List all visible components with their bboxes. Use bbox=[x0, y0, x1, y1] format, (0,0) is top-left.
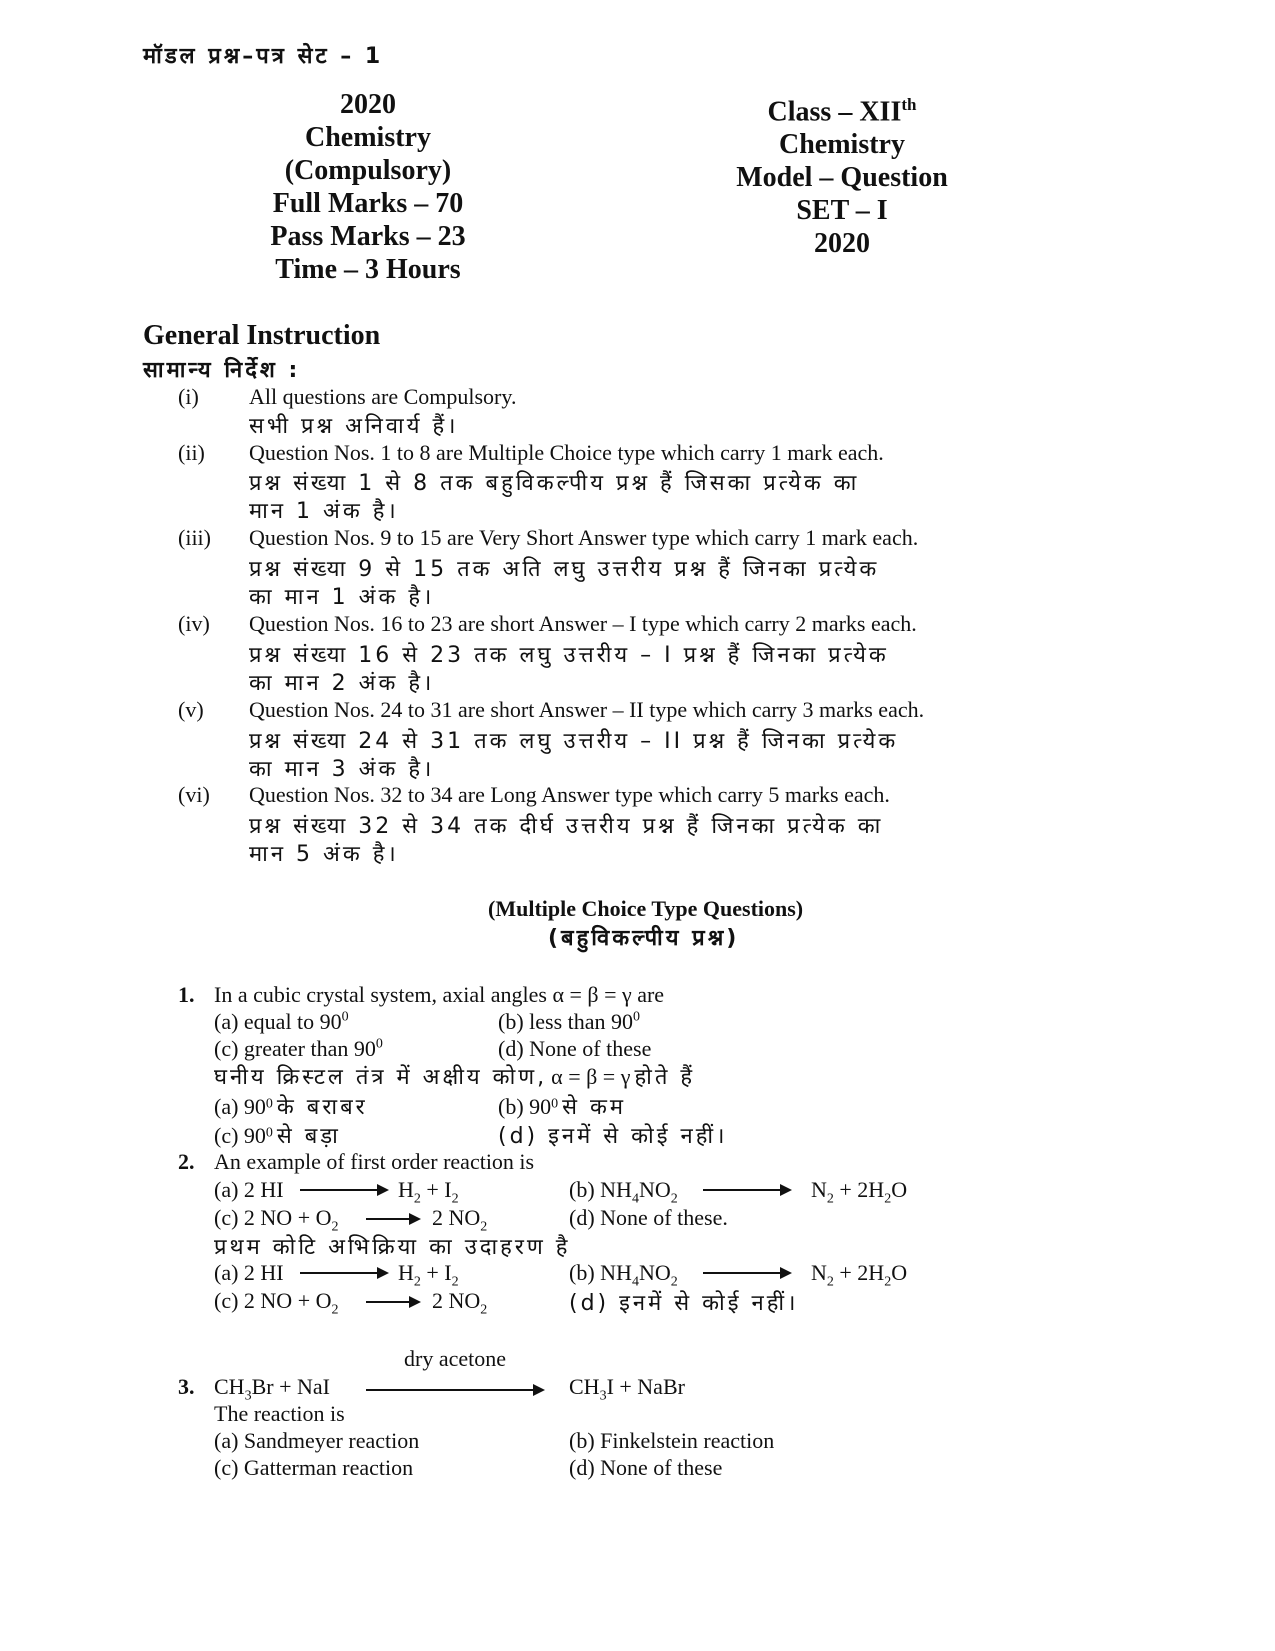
option-b: (b) less than $90^0$ bbox=[498, 1009, 641, 1034]
instruction-hi: का मान 2 अंक है। bbox=[249, 671, 435, 696]
header-year: 2020 bbox=[340, 89, 396, 120]
question-number: 2. bbox=[178, 1149, 195, 1174]
reaction-arrow bbox=[703, 1189, 789, 1191]
instruction-hi: का मान 3 अंक है। bbox=[249, 757, 435, 782]
instruction-en: All questions are Compulsory. bbox=[249, 384, 517, 409]
reaction-lhs: $CH_3Br$ + NaI bbox=[214, 1374, 330, 1404]
header-subject-right: Chemistry bbox=[779, 129, 905, 161]
option-c-hindi: (c) $90^0$ से बड़ा bbox=[214, 1123, 341, 1149]
option-d: (d) None of these. bbox=[569, 1205, 728, 1230]
instruction-num: (v) bbox=[178, 697, 204, 722]
option-d: (d) None of these bbox=[498, 1036, 652, 1061]
question-text: In a cubic crystal system, axial angles α = β = γ are bbox=[214, 982, 665, 1007]
option-a-lhs-hindi: (a) 2 HI bbox=[214, 1260, 284, 1285]
instruction-num: (iii) bbox=[178, 525, 211, 550]
option-a-rhs-hindi: $H_2 + I_2$ bbox=[398, 1260, 459, 1290]
option-c-rhs: 2 $NO_2$ bbox=[432, 1205, 488, 1235]
option-d-hindi: (d) इनमें से कोई नहीं। bbox=[498, 1124, 728, 1149]
reaction-condition: dry acetone bbox=[404, 1346, 506, 1371]
instruction-hi: प्रश्न संख्या 1 से 8 तक बहुविकल्पीय प्रश्न हैं जिसका प्रत्येक का bbox=[249, 471, 860, 496]
instruction-title: General Instruction bbox=[143, 320, 381, 351]
instruction-num: (i) bbox=[178, 384, 199, 409]
option-b: (b) Finkelstein reaction bbox=[569, 1428, 775, 1453]
option-a-lhs: (a) 2 HI bbox=[214, 1177, 284, 1202]
instruction-en: Question Nos. 1 to 8 are Multiple Choice type which carry 1 mark each. bbox=[249, 440, 884, 465]
section-title: (Multiple Choice Type Questions) bbox=[488, 896, 804, 921]
option-c: (c) greater than $90^0$ bbox=[214, 1036, 383, 1061]
option-a: (a) Sandmeyer reaction bbox=[214, 1428, 420, 1453]
option-b-rhs: $N_2 + 2H_2O$ bbox=[811, 1177, 908, 1207]
instruction-hi: मान 5 अंक है। bbox=[249, 842, 399, 867]
question-text: An example of first order reaction is bbox=[214, 1149, 535, 1174]
instruction-hi: का मान 1 अंक है। bbox=[249, 585, 435, 610]
option-a: (a) equal to $90^0$ bbox=[214, 1009, 349, 1034]
option-b-hindi: (b) $90^0$ से कम bbox=[498, 1094, 627, 1120]
instruction-en: Question Nos. 32 to 34 are Long Answer type which carry 5 marks each. bbox=[249, 782, 890, 807]
header-pass-marks: Pass Marks – 23 bbox=[270, 221, 466, 252]
reaction-arrow bbox=[300, 1189, 386, 1191]
header-full-marks: Full Marks – 70 bbox=[272, 188, 464, 219]
option-c: (c) Gatterman reaction bbox=[214, 1455, 414, 1480]
header-class: Class – XIIth bbox=[767, 95, 917, 128]
question-text-hindi: घनीय क्रिस्टल तंत्र में अक्षीय कोण, α = β = γ होते हैं bbox=[214, 1064, 696, 1090]
instruction-hi: मान 1 अंक है। bbox=[249, 499, 399, 524]
instruction-hi: प्रश्न संख्या 24 से 31 तक लघु उत्तरीय – II प्रश्न हैं जिनका प्रत्येक bbox=[249, 729, 899, 754]
instruction-hi: प्रश्न संख्या 32 से 34 तक दीर्घ उत्तरीय प्रश्न हैं जिनका प्रत्येक का bbox=[249, 814, 884, 839]
option-c-lhs: (c) 2 NO + $O_2$ bbox=[214, 1205, 339, 1235]
question-number: 1. bbox=[178, 982, 195, 1007]
top-label: मॉडल प्रश्न–पत्र सेट – 1 bbox=[143, 44, 384, 69]
instruction-title-hindi: सामान्य निर्देश : bbox=[143, 358, 301, 383]
instruction-num: (vi) bbox=[178, 782, 210, 807]
option-c-rhs-hindi: 2 $NO_2$ bbox=[432, 1288, 488, 1318]
option-b-rhs-hindi: $N_2 + 2H_2O$ bbox=[811, 1260, 908, 1290]
reaction-arrow bbox=[366, 1301, 418, 1303]
left-header bbox=[158, 88, 578, 286]
question-text: The reaction is bbox=[214, 1401, 345, 1426]
instruction-en: Question Nos. 16 to 23 are short Answer – I type which carry 2 marks each. bbox=[249, 611, 917, 636]
header-compulsory: (Compulsory) bbox=[284, 155, 452, 186]
header-model-question: Model – Question bbox=[736, 162, 948, 194]
option-d: (d) None of these bbox=[569, 1455, 723, 1480]
reaction-arrow bbox=[366, 1218, 418, 1220]
header-set: SET – I bbox=[796, 195, 888, 227]
option-c-lhs-hindi: (c) 2 NO + $O_2$ bbox=[214, 1288, 339, 1318]
header-subject: Chemistry bbox=[305, 122, 431, 153]
reaction-arrow bbox=[366, 1389, 542, 1391]
option-b-lhs: (b) $NH_4NO_2$ bbox=[569, 1177, 678, 1207]
instruction-hi: प्रश्न संख्या 9 से 15 तक अति लघु उत्तरीय प्रश्न हैं जिनका प्रत्येक bbox=[249, 557, 880, 582]
option-b-lhs-hindi: (b) $NH_4NO_2$ bbox=[569, 1260, 678, 1290]
option-a-hindi: (a) $90^0$ के बराबर bbox=[214, 1094, 368, 1120]
reaction-arrow bbox=[703, 1272, 789, 1274]
instruction-en: Question Nos. 9 to 15 are Very Short Answer type which carry 1 mark each. bbox=[249, 525, 919, 550]
question-number: 3. bbox=[178, 1374, 195, 1399]
option-d-hindi: (d) इनमें से कोई नहीं। bbox=[569, 1291, 799, 1316]
reaction-rhs: $CH_3I$ + NaBr bbox=[569, 1374, 685, 1404]
instruction-num: (ii) bbox=[178, 440, 205, 465]
instruction-num: (iv) bbox=[178, 611, 210, 636]
header-time: Time – 3 Hours bbox=[275, 254, 461, 285]
question-text-hindi: प्रथम कोटि अभिक्रिया का उदाहरण है bbox=[214, 1235, 571, 1260]
option-a-rhs: $H_2 + I_2$ bbox=[398, 1177, 459, 1207]
section-title-hindi: (बहुविकल्पीय प्रश्न) bbox=[548, 926, 740, 951]
instruction-hi: प्रश्न संख्या 16 से 23 तक लघु उत्तरीय – I प्रश्न हैं जिनका प्रत्येक bbox=[249, 643, 889, 668]
instruction-hi: सभी प्रश्न अनिवार्य हैं। bbox=[249, 414, 459, 439]
right-header bbox=[632, 88, 1052, 260]
header-year-right: 2020 bbox=[814, 228, 870, 260]
instruction-en: Question Nos. 24 to 31 are short Answer – II type which carry 3 marks each. bbox=[249, 697, 925, 722]
reaction-arrow bbox=[300, 1272, 386, 1274]
